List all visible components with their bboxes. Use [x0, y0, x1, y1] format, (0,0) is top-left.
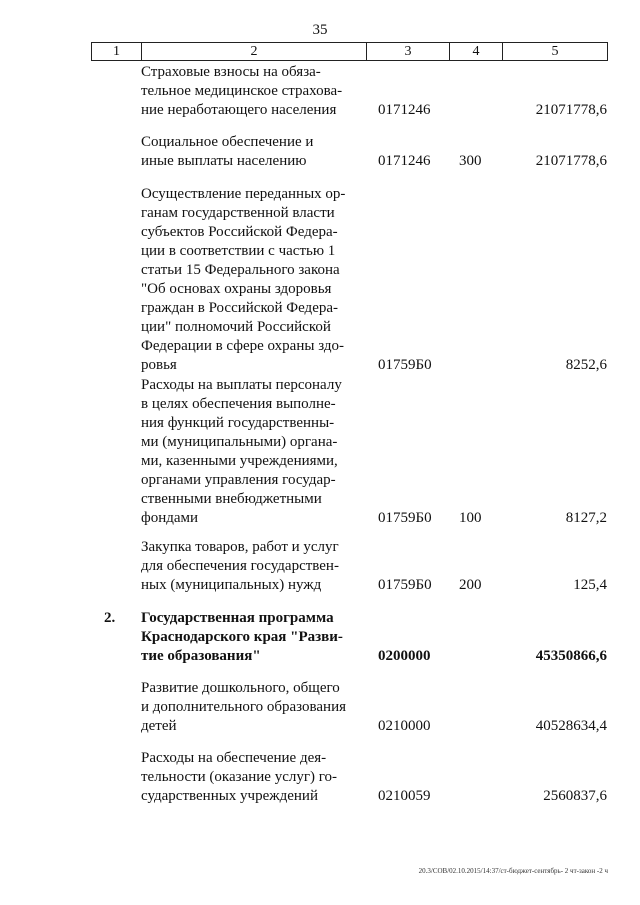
row-code: 0210059: [378, 788, 431, 804]
row-code: 0171246: [378, 153, 431, 169]
row-expense-type: 300: [459, 153, 482, 169]
row-code: 0210000: [378, 718, 431, 734]
row-amount: 45350866,6: [535, 648, 607, 664]
row-amount: 125,4: [573, 577, 607, 593]
header-col-3: 3: [367, 43, 450, 60]
table-header-row: [91, 42, 608, 61]
header-col-2: 2: [142, 43, 367, 60]
page-number: 35: [312, 22, 328, 38]
row-expense-type: 200: [459, 577, 482, 593]
footer-reference: 20.3/СОВ/02.10.2015/14:37/ст-бюджет-сентябрь- 2 чт-закон -2 ч: [418, 867, 608, 875]
row-description: Закупка товаров, работ и услуг для обеспечения государствен- ных (муниципальных) нужд: [141, 539, 339, 593]
row-code: 01759Б0: [378, 357, 432, 373]
row-amount: 40528634,4: [535, 718, 607, 734]
row-description: Социальное обеспечение и иные выплаты населению: [141, 134, 314, 169]
row-description: Развитие дошкольного, общего и дополнительного образования детей: [141, 680, 346, 734]
row-code: 01759Б0: [378, 510, 432, 526]
header-col-4: 4: [450, 43, 503, 60]
row-amount: 2560837,6: [543, 788, 607, 804]
row-description: Государственная программа Краснодарского края "Разви- тие образования": [141, 610, 343, 664]
row-amount: 8252,6: [565, 357, 607, 373]
row-amount: 21071778,6: [535, 153, 607, 169]
header-col-5: 5: [551, 44, 559, 59]
row-expense-type: 100: [459, 510, 482, 526]
row-description: Страховые взносы на обяза- тельное медицинское страхова- ние неработающего населения: [141, 64, 343, 118]
row-description: Расходы на обеспечение дея- тельности (оказание услуг) го- сударственных учреждений: [141, 750, 338, 804]
row-code: 01759Б0: [378, 577, 432, 593]
row-description: Осуществление переданных ор- ганам государственной власти субъектов Российской Федера- ции в соответствии с частью 1 статьи 15 Федерального закона "Об основах охраны здоровья граждан в Российской Федера- ции" полномочий Российской Федерации в сфере охраны здо- ровья: [141, 186, 346, 373]
row-amount: 21071778,6: [535, 102, 607, 118]
header-col-1: 1: [92, 43, 142, 60]
row-code: 0200000: [378, 648, 431, 664]
row-code: 0171246: [378, 102, 431, 118]
row-amount: 8127,2: [565, 510, 607, 526]
row-number: 2.: [104, 610, 116, 626]
row-description: Расходы на выплаты персоналу в целях обеспечения выполне- ния функций государственны- ми (муниципальными) органа- ми, казенными учреждениями, органами управления государ- ственными внебюджетными фондами: [141, 377, 342, 526]
